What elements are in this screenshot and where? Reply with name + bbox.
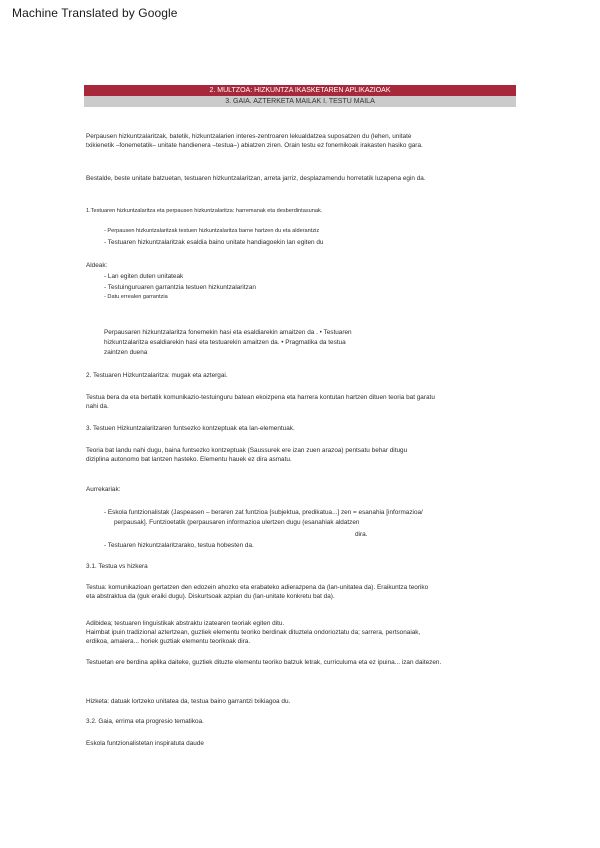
eskola-line-2: perpausak]. Funtzioetatik (perpausaren informazioa ulertzen dugu (esanahiak aldatzen: [114, 519, 360, 526]
perpausaren-line-1: Perpausaren hizkuntzalaritza fonemekin hasi eta esaldiarekin amaitzen da . • Testuaren: [104, 329, 352, 336]
adibidea-line-3: erdikoa, amaiera... horiek guztiak elementu teorikoak dira.: [86, 638, 251, 645]
header-block-title: 2. MULTZOA: HIZKUNTZA IKASKETAREN APLIKAZIOAK: [84, 85, 516, 96]
aurrekariak-label: Aurrekariak:: [86, 486, 121, 493]
document-header: [84, 85, 516, 107]
section-3-2-heading: 3.2. Gaia, errima eta progresio tematikoa.: [86, 718, 204, 725]
testua-definition-line-1: Testua: komunikazioan gertatzen den edozein ahozko eta erabateko adierazpena da (lan-unitatea da). Eraikuntza teoriko: [86, 584, 429, 591]
intro-line-2: txikienetik –fonemetatik– unitate handienera –testua–) abiatzen ziren. Orain testu ez fonemikoak irakasten hasiko gara.: [86, 142, 423, 149]
adibidea-line-1: Adibidea; testuaren linguistikak abstraktu izatearen teoriak egiten ditu.: [86, 620, 285, 627]
list-item: - Perpausen hizkuntzalaritzak testuen hizkuntzalaritza barne hartzen du eta alderantziz: [104, 228, 320, 234]
section-2-heading: 2. Testuaren Hizkuntzalaritza: mugak eta aztergai.: [86, 372, 228, 379]
eskola-line-3: dira.: [355, 531, 368, 538]
perpausaren-line-2: hizkuntzalaritza esaldiarekin hasi eta testuarekin amaitzen da. • Pragmatika da testua: [104, 339, 346, 346]
intro-line-1: Perpausen hizkuntzalaritzak, batetik, hizkuntzalarien interes-zentroaren lekualdatzea suposatzen du (lehen, unitate: [86, 133, 412, 140]
list-item: - Lan egiten duten unitateak: [104, 273, 184, 280]
hizketa-paragraph: Hizketa: datuak lortzeko unitatea da, testua baino garrantzi txikiagoa du.: [86, 698, 291, 705]
teoria-line-2: diziplina autonomo bat lantzen hasteko. Elementu hauek ez dira asmatu.: [86, 456, 292, 463]
teoria-line-1: Teoria bat landu nahi dugu, baina funtsezko kontzeptuak (Saussurek ere izan zuen arazoa) pentsatu behar ditugu: [86, 447, 408, 454]
list-item: - Testuaren hizkuntzalaritzarako, testua hobesten da.: [104, 542, 254, 549]
eskola-line-1: - Eskola funtzionalistak (Jaspeasen – beraren zat funtzioa [subjektua, predikatua...] zen = esanahia [informazioa/: [104, 509, 423, 516]
list-item: - Datu errealen garrantzia: [104, 294, 168, 300]
adibidea-line-2: Haimbat ipuin tradizional aztertzean, guztiek elementu teoriko berdinak dituztela ondorioztatu da; sarrera, pertsonaiak,: [86, 629, 421, 636]
testua-definition-line-2: eta abstraktua da (guk eraiki dugu). Diskurtsoak azpian du (lan-unitate konkretu bat da).: [86, 593, 335, 600]
perpausaren-line-3: zaintzen duena: [104, 349, 148, 356]
aldeak-label: Aldeak:: [86, 262, 108, 269]
testua-line-1: Testua bera da eta bertatik komunikazio-testuinguru batean ekoizpena eta harrera kontutan hartzen dituen teoria bat garatu: [86, 394, 435, 401]
section-3-heading: 3. Testuen Hizkuntzalaritzaren funtsezko kontzeptuak eta lan-elementuak.: [86, 425, 295, 432]
section-3-1-heading: 3.1. Testua vs hizkera: [86, 563, 148, 570]
list-item: - Testuaren hizkuntzalaritzak esaldia baino unitate handiagoekin lan egiten du: [104, 239, 324, 246]
section-1-heading: 1.Testuaren hizkuntzalaritza eta perpausen hizkuntzalaritza: harremanak eta desberdintasunak.: [86, 208, 323, 214]
list-item: - Testuinguruaren garrantzia testuen hizkuntzalaritzan: [104, 284, 256, 291]
testuetan-paragraph: Testuetan ere berdina aplika daiteke, guztiek dituzte elementu teoriko batzuk letrak, curriculuma eta ez ipuina... izan daitezen.: [86, 659, 442, 666]
machine-translation-banner: Machine Translated by Google: [12, 6, 178, 20]
paragraph-bestalde: Bestalde, beste unitate batzuetan, testuaren hizkuntzalaritzan, arreta jarriz, desplazamendu horretatik luzapena egin da.: [86, 175, 426, 182]
eskola-funtzionalistak-paragraph: Eskola funtzionalistetan inspiratuta daude: [86, 740, 204, 747]
testua-line-2: nahi da.: [86, 403, 109, 410]
header-topic-title: 3. GAIA. AZTERKETA MAILAK I. TESTU MAILA: [84, 96, 516, 107]
